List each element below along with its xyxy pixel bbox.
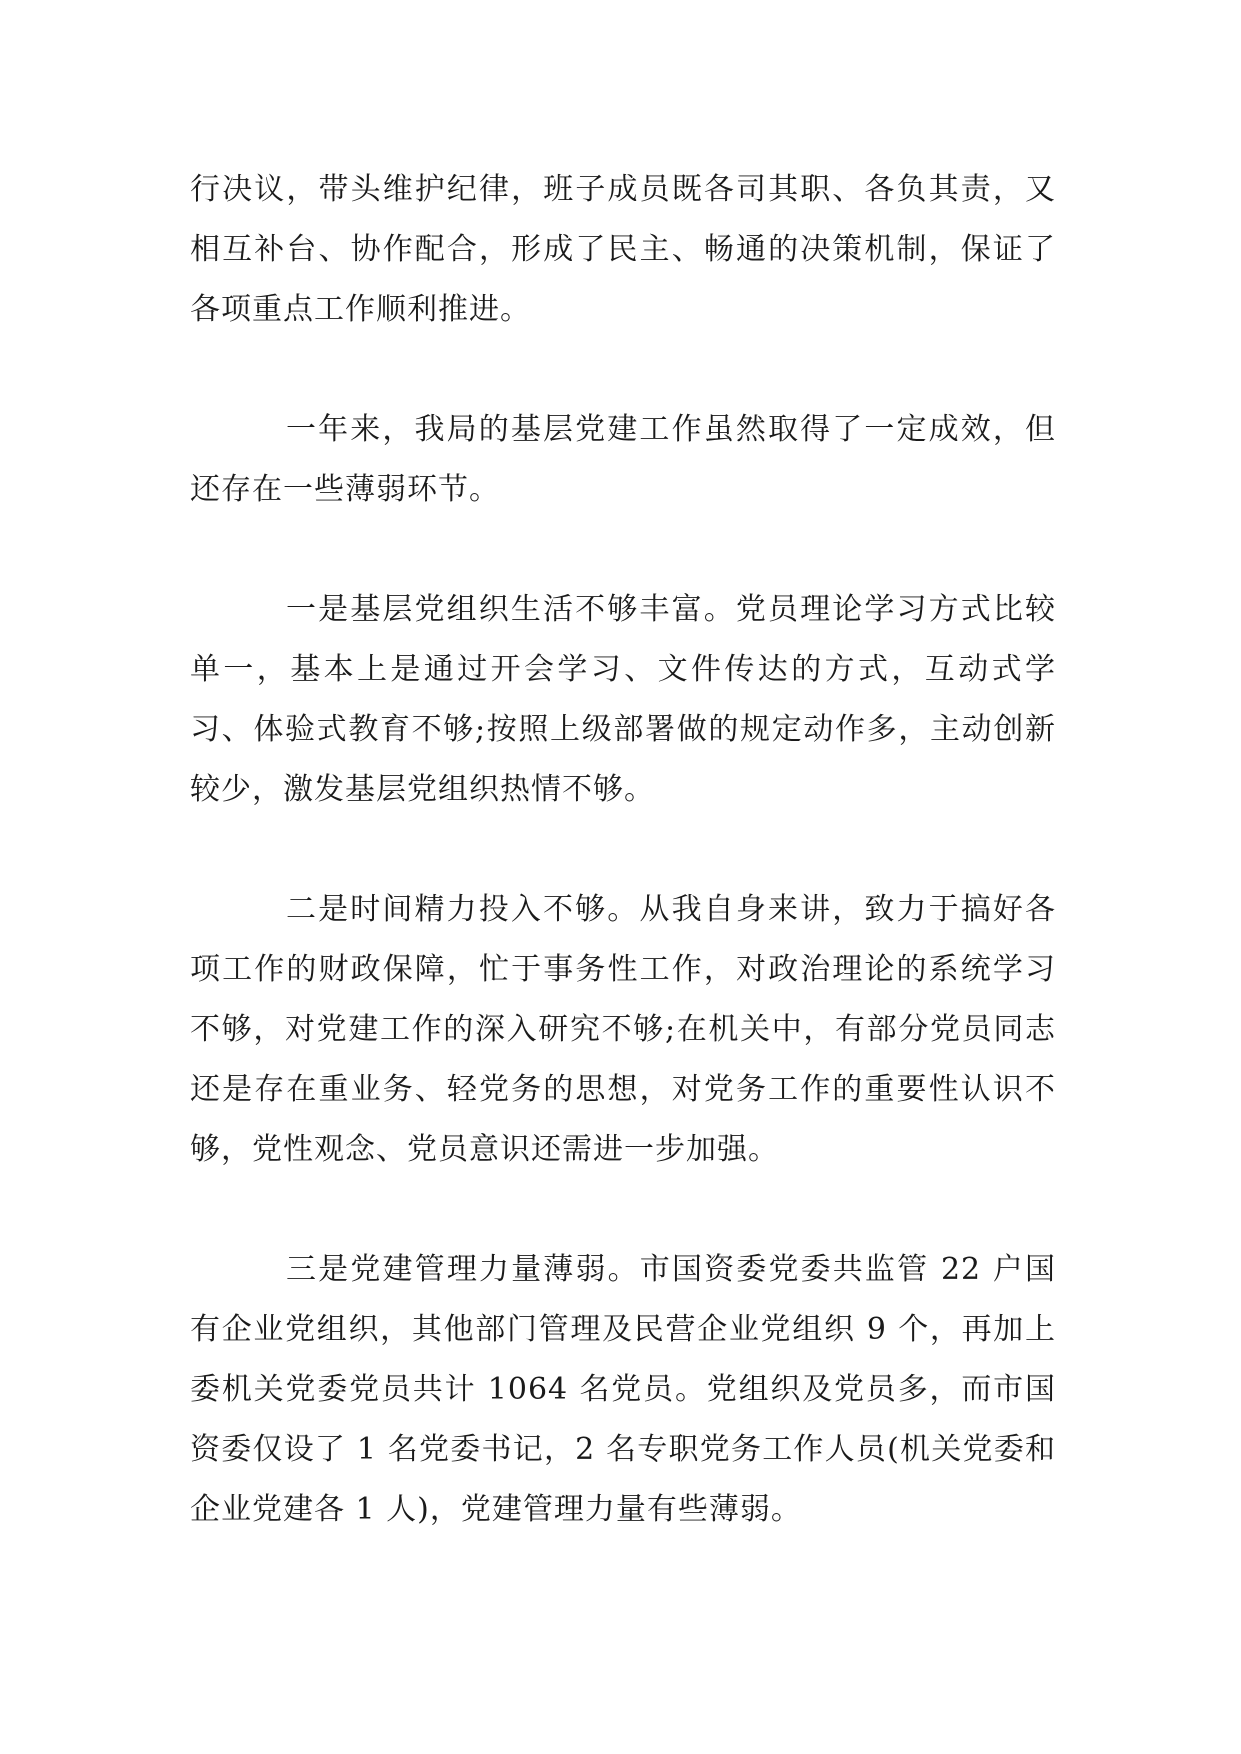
paragraph-issue-two: 二是时间精力投入不够。从我自身来讲，致力于搞好各项工作的财政保障，忙于事务性工作，对政治理论的系统学习不够，对党建工作的深入研究不够;在机关中，有部分党员同志还是存在重业务、轻党务的思想，对党务工作的重要性认识不够，党性观念、党员意识还需进一步加强。: [190, 892, 1056, 1167]
paragraph-summary: 一年来，我局的基层党建工作虽然取得了一定成效，但还存在一些薄弱环节。: [190, 412, 1056, 507]
paragraph-issue-one: 一是基层党组织生活不够丰富。党员理论学习方式比较单一，基本上是通过开会学习、文件传达的方式，互动式学习、体验式教育不够;按照上级部署做的规定动作多，主动创新较少，激发基层党组织热情不够。: [190, 592, 1056, 807]
paragraph-continuation: 行决议，带头维护纪律，班子成员既各司其职、各负其责，又相互补台、协作配合，形成了民主、畅通的决策机制，保证了各项重点工作顺利推进。: [190, 172, 1056, 327]
paragraph-issue-three: 三是党建管理力量薄弱。市国资委党委共监管 22 户国有企业党组织，其他部门管理及民营企业党组织 9 个，再加上委机关党委党员共计 1064 名党员。党组织及党员多，而市国资委仅设了 1 名党委书记，2 名专职党务工作人员(机关党委和企业党建各 1 人)，党建管理力量有些薄弱。: [190, 1252, 1056, 1527]
document-body: [190, 160, 1056, 1600]
